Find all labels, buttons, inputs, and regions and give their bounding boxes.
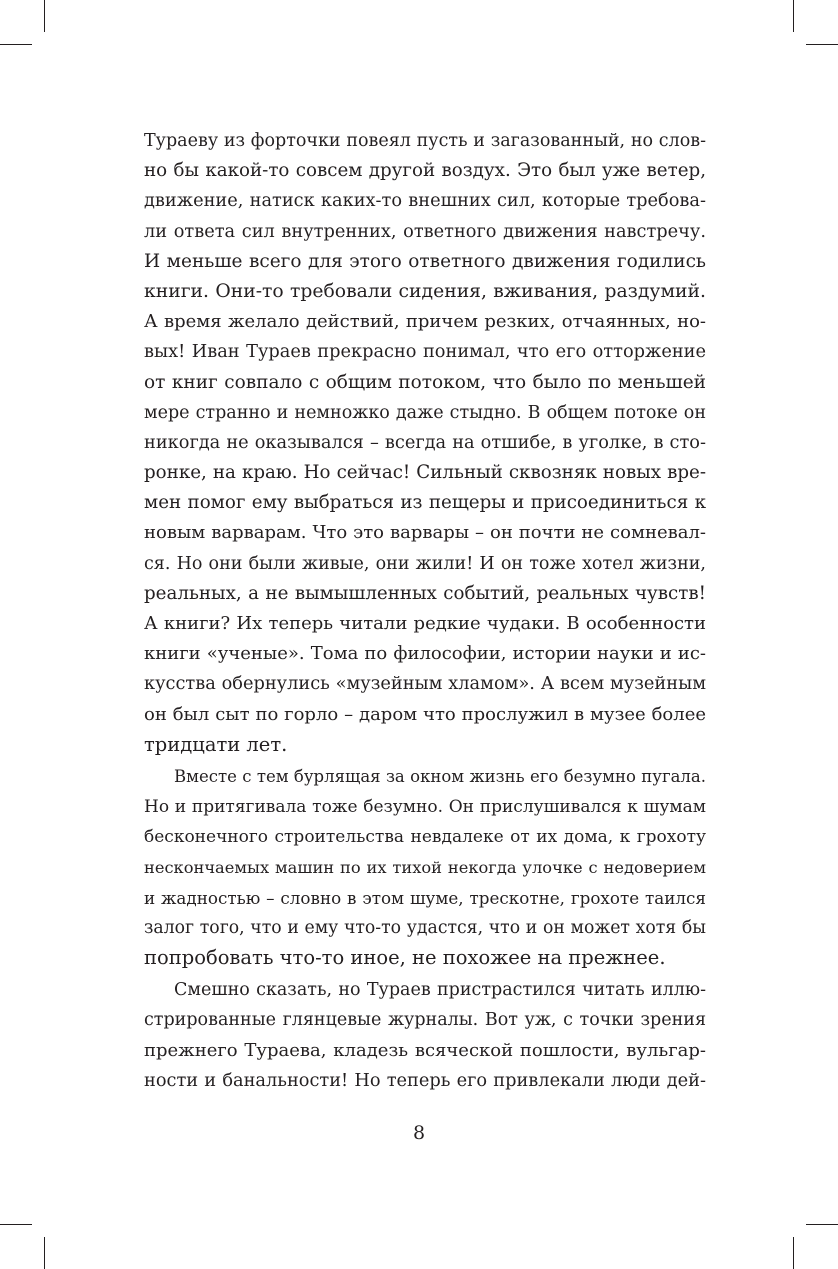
text-line: и жадностью – словно в этом шуме, трескотне, грохоте таился	[144, 887, 706, 908]
text-line: Вместе с тем бурлящая за окном жизнь его безумно пугала.	[174, 766, 706, 786]
text-line: залог того, что и ему что-то удастся, что и он может хотя бы	[144, 917, 706, 938]
text-line: бесконечного строительства невдалеке от их дома, к грохоту	[144, 827, 706, 848]
paragraph-2	[144, 762, 706, 973]
text-line: ли ответа сил внутренних, ответного движения навстречу.	[144, 221, 706, 242]
text-line: движение, натиск каких-то внешних сил, которые требова-	[144, 191, 706, 212]
text-line: кусства обернулись «музейным хламом». А всем музейным	[144, 674, 706, 695]
text-line: нескончаемых машин по их тихой некогда улочке с недоверием	[144, 857, 706, 877]
crop-mark-top-left-horizontal	[0, 44, 32, 45]
text-line: новым варварам. Что это варвары – он почти не сомневал-	[144, 522, 706, 544]
crop-mark-bottom-right-horizontal	[806, 1224, 838, 1225]
text-line: мере странно и немножко даже стыдно. В общем потоке он	[144, 402, 706, 423]
text-line: стрированные глянцевые журналы. Вот уж, с точки зрения	[144, 1010, 706, 1031]
text-line: мен помог ему выбраться из пещеры и присоединиться к	[144, 492, 706, 514]
text-line: А время желало действий, причем резких, отчаянных, но-	[144, 311, 706, 333]
crop-mark-top-left-vertical	[44, 0, 45, 32]
text-line: ся. Но они были живые, они жили! И он тоже хотел жизни,	[144, 553, 706, 574]
text-line: ности и банальности! Но теперь его привлекали люди дей-	[144, 1070, 706, 1091]
crop-mark-top-right-horizontal	[806, 44, 838, 45]
crop-mark-top-right-vertical	[793, 0, 794, 32]
text-line: ронке, на краю. Но сейчас! Сильный сквозняк новых вре-	[144, 462, 706, 484]
paragraph-1	[144, 126, 706, 760]
text-line: И меньше всего для этого ответного движения годились	[144, 250, 706, 272]
crop-mark-bottom-left-vertical	[44, 1237, 45, 1269]
body-text	[144, 126, 706, 1096]
text-line: но бы какой-то совсем другой воздух. Это был уже ветер,	[144, 160, 706, 182]
crop-mark-bottom-left-horizontal	[0, 1224, 32, 1225]
text-line: Но и притягивала тоже безумно. Он прислушивался к шумам	[144, 797, 706, 818]
text-line: никогда не оказывался – всегда на отшибе, в уголке, в сто-	[144, 432, 706, 453]
text-line: реальных, а не вымышленных событий, реальных чувств!	[144, 582, 706, 604]
text-line: попробовать что-то иное, не похожее на прежнее.	[144, 946, 666, 970]
text-line: Смешно сказать, но Тураев пристрастился читать иллю-	[174, 980, 706, 1001]
text-line: Тураеву из форточки повеял пусть и загазованный, но слов-	[144, 131, 706, 151]
text-line: от книг совпало с общим потоком, что было по меньшей	[144, 371, 706, 393]
text-line: прежнего Тураева, кладезь всяческой пошлости, вульгар-	[144, 1039, 706, 1061]
text-line: тридцати лет.	[144, 732, 288, 756]
text-line: он был сыт по горло – даром что прослужил в музее более	[144, 703, 706, 725]
page-number: 8	[412, 1122, 426, 1144]
crop-mark-bottom-right-vertical	[793, 1237, 794, 1269]
text-line: А книги? Их теперь читали редкие чудаки. В особенности	[144, 613, 706, 634]
text-line: вых! Иван Тураев прекрасно понимал, что его отторжение	[144, 342, 706, 363]
paragraph-3	[144, 975, 706, 1096]
text-line: книги. Они-то требовали сидения, вживания, раздумий.	[144, 280, 706, 302]
text-line: книги «ученые». Тома по философии, истории науки и ис-	[144, 643, 706, 665]
